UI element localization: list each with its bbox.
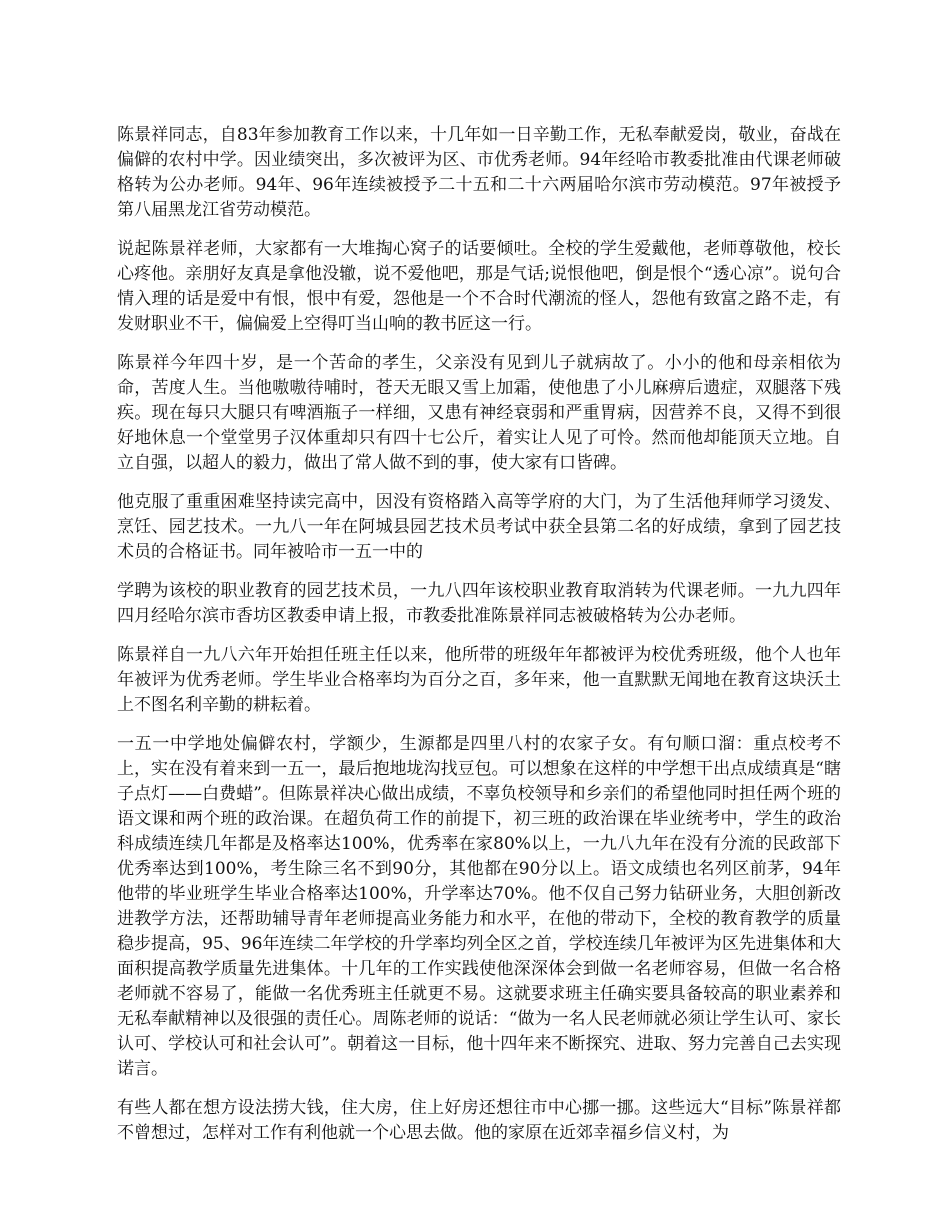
- paragraph-background: 陈景祥今年四十岁，是一个苦命的孝生，父亲没有见到儿子就病故了。小小的他和母亲相依为命，苦度人生。当他嗷嗷待哺时，苍天无眼又雪上加霜，使他患了小儿麻痹后遗症，双腿落下残疾。现在每只大腿只有啤酒瓶子一样细，又患有神经衰弱和严重胃病，因营养不良，又得不到很好地休息一个堂堂男子汉体重却只有四十七公斤，着实让人见了可怜。然而他却能顶天立地。自立自强，以超人的毅力，做出了常人做不到的事，使大家有口皆碑。: [117, 353, 841, 473]
- paragraph-intro: 陈景祥同志，自83年参加教育工作以来，十几年如一日辛勤工作，无私奉献爱岗，敬业，奋战在偏僻的农村中学。因业绩突出，多次被评为区、市优秀老师。94年经哈市教委批准由代课老师破格转为公办老师。94年、96年连续被授予二十五和二十六两届哈尔滨市劳动模范。97年被授予第八届黑龙江省劳动模范。: [117, 125, 841, 220]
- paragraph-opinions: 说起陈景祥老师，大家都有一大堆掏心窝子的话要倾吐。全校的学生爱戴他，老师尊敬他，校长心疼他。亲朋好友真是拿他没辙，说不爱他吧，那是气话;说恨他吧，倒是恨个“透心凉”。说句合情入理的话是爱中有恨，恨中有爱，怨他是一个不合时代潮流的怪人，怨他有致富之路不走，有发财职业不干，偏偏爱上空得叮当山响的教书匠这一行。: [117, 239, 841, 334]
- paragraph-personal-life: 有些人都在想方设法捞大钱，住大房，住上好房还想往市中心挪一挪。这些远大“目标”陈景祥都不曾想过，怎样对工作有利他就一个心思去做。他的家原在近郊幸福乡信义村，为: [117, 1098, 841, 1143]
- paragraph-school-achievements: 一五一中学地处偏僻农村，学额少，生源都是四里八村的农家子女。有句顺口溜：重点校考不上，实在没有着来到一五一，最后抱地垅沟找豆包。可以想象在这样的中学想干出点成绩真是“瞎子点灯——白费蜡”。但陈景祥决心做出成绩，不辜负校领导和乡亲们的希望他同时担任两个班的语文课和两个班的政治课。在超负荷工作的前提下，初三班的政治课在毕业统考中，学生的政治科成绩连续几年都是及格率达100%，优秀率在家80%以上，一九八九年在没有分流的民政部下优秀率达到100%，考生除三名不到90分，其他都在90分以上。语文成绩也名列区前茅，94年他带的毕业班学生毕业合格率达100%，升学率达70%。他不仅自己努力钻研业务，大胆创新改进教学方法，还帮助辅导青年老师提高业务能力和水平，在他的带动下，全校的教育教学的质量稳步提高，95、96年连续二年学校的升学率均列全区之首，学校连续几年被评为区先进集体和大面积提高教学质量先进集体。十几年的工作实践使他深深体会到做一名老师容易，但做一名合格老师就不容易了，能做一名优秀班主任就更不易。这就要求班主任确实要具备较高的职业素养和无私奉献精神以及很强的责任心。周陈老师的说话：“做为一名人民老师就必须让学生认可、家长认可、学校认可和社会认可”。朝着这一目标，他十四年来不断探究、进取、努力完善自己去实现诺言。: [117, 734, 841, 1079]
- paragraph-head-teacher: 陈景祥自一九八六年开始担任班主任以来，他所带的班级年年都被评为校优秀班级，他个人也年年被评为优秀老师。学生毕业合格率均为百分之百，多年来，他一直默默无闻地在教育这块沃土上不图名利辛勤的耕耘着。: [117, 645, 841, 715]
- document-page: [117, 123, 841, 1160]
- paragraph-education: 他克服了重重困难坚持读完高中，因没有资格踏入高等学府的大门，为了生活他拜师学习烫发、烹饪、园艺技术。一九八一年在阿城县园艺技术员考试中获全县第二名的好成绩，拿到了园艺技术员的合格证书。同年被哈市一五一中的: [117, 492, 841, 562]
- paragraph-employment: 学聘为该校的职业教育的园艺技术员，一九八四年该校职业教育取消转为代课老师。一九九四年四月经哈尔滨市香坊区教委申请上报，市教委批准陈景祥同志被破格转为公办老师。: [117, 581, 841, 626]
